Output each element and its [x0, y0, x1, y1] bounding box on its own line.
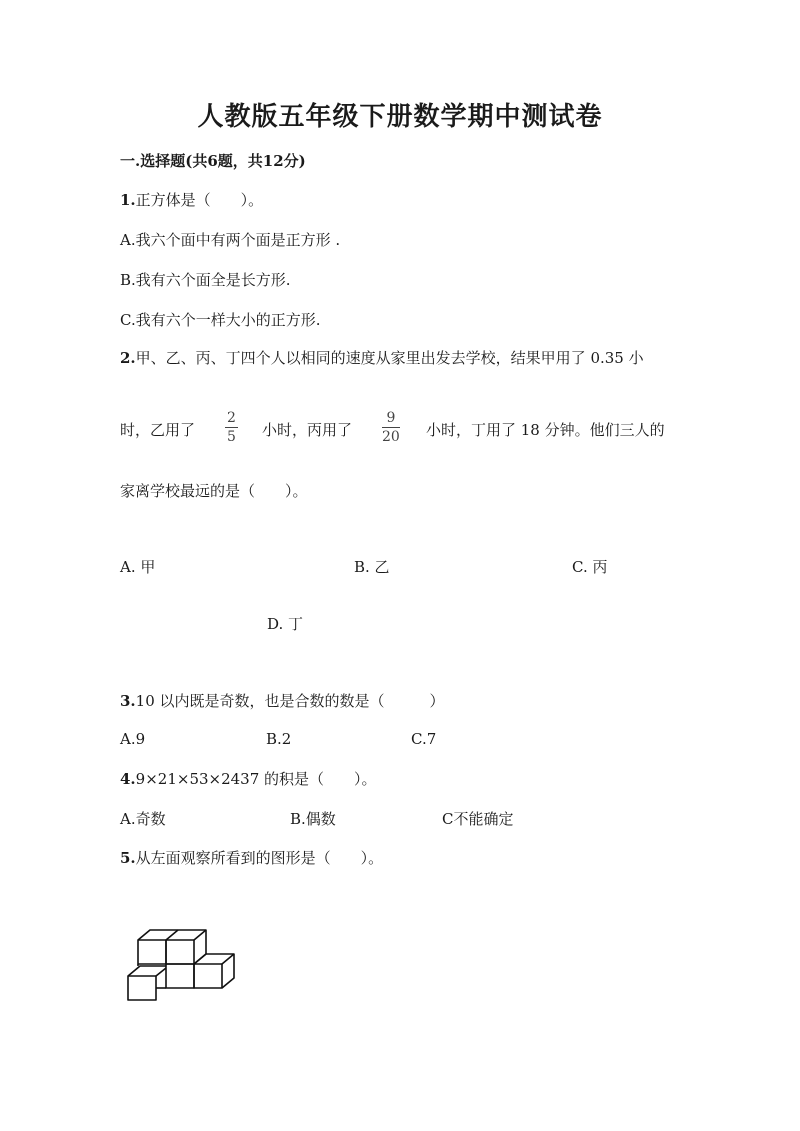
- q2-option-c: C. 丙: [572, 558, 608, 576]
- q1-option-b: B.我有六个面全是长方形.: [120, 271, 291, 289]
- question-2-line-1: [120, 347, 644, 368]
- section-heading: 一.选择题(共6题，共12分): [120, 152, 306, 170]
- q2-text-b: 小时，丙用了: [262, 421, 353, 439]
- question-text: 甲、乙、丙、丁四个人以相同的速度从家里出发去学校，结果甲用了 0.35 小: [135, 349, 644, 367]
- q2-text-a: 时，乙用了: [120, 421, 196, 439]
- question-stem: 从左面观察所看到的图形是（ ）。: [135, 849, 384, 867]
- fraction-two-fifths: 2 5: [227, 410, 236, 445]
- q1-option-a: A.我六个面中有两个面是正方形 .: [120, 231, 341, 249]
- question-number: 4.: [120, 770, 136, 788]
- q3-option-c: C.7: [411, 730, 437, 748]
- question-number: 2.: [120, 349, 136, 367]
- q4-option-c: C不能确定: [442, 810, 514, 828]
- cube-stack-figure: [124, 928, 240, 1006]
- q3-option-a: A.9: [120, 730, 146, 748]
- fraction-nine-twentieths: 9 20: [382, 410, 400, 445]
- cube-face: [166, 940, 194, 964]
- cube-face: [138, 940, 166, 964]
- question-4: [120, 768, 377, 789]
- q2-line-3: 家离学校最远的是（ ）。: [120, 482, 308, 500]
- q4-option-a: A.奇数: [120, 810, 166, 828]
- question-1: [120, 189, 263, 210]
- q3-option-b: B.2: [266, 730, 292, 748]
- question-stem: 10 以内既是奇数，也是合数的数是（ ）: [135, 692, 445, 710]
- q4-option-b: B.偶数: [290, 810, 336, 828]
- page-title: 人教版五年级下册数学期中测试卷: [197, 102, 603, 132]
- q2-option-b: B. 乙: [354, 558, 390, 576]
- q1-option-c: C.我有六个一样大小的正方形.: [120, 311, 321, 329]
- question-stem: 9×21×53×2437 的积是（ ）。: [135, 770, 377, 788]
- q2-option-d: D. 丁: [267, 615, 304, 633]
- q2-option-a: A. 甲: [120, 558, 156, 576]
- q2-text-c: 小时，丁用了 18 分钟。他们三人的: [426, 421, 665, 439]
- question-3: [120, 690, 445, 711]
- question-number: 3.: [120, 692, 136, 710]
- question-number: 5.: [120, 849, 136, 867]
- question-5: [120, 847, 383, 868]
- question-stem: 正方体是（ ）。: [135, 191, 264, 209]
- question-number: 1.: [120, 191, 136, 209]
